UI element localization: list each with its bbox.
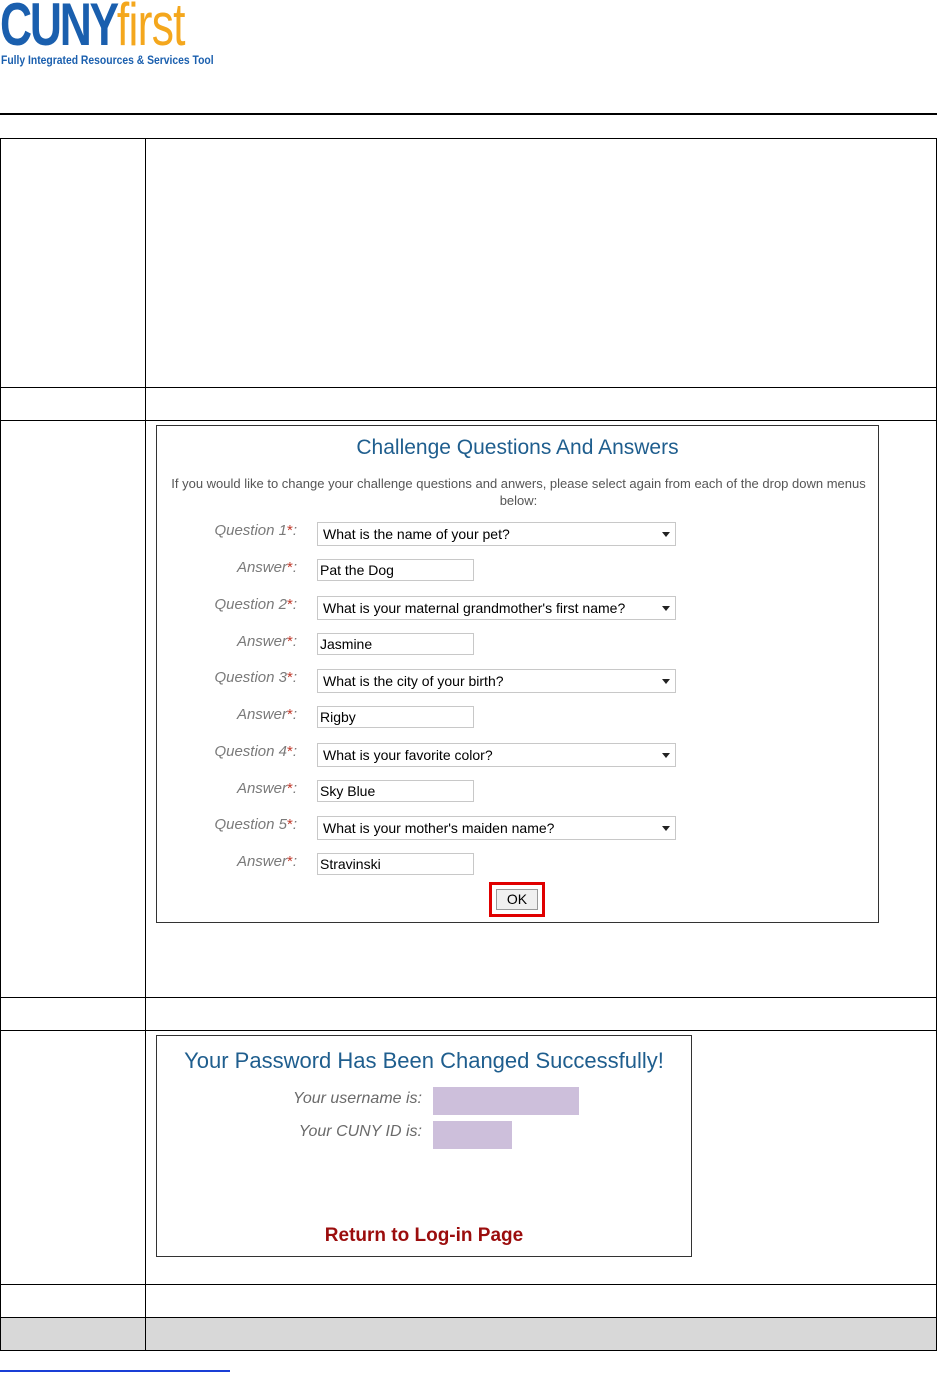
action-cell xyxy=(146,1031,937,1285)
action-cell xyxy=(146,388,937,421)
answer-1-input[interactable]: Pat the Dog xyxy=(317,559,474,581)
question-5-label: Question 5*: xyxy=(214,816,297,833)
table-row xyxy=(1,1031,937,1285)
table-row xyxy=(1,388,937,421)
step-cell xyxy=(1,998,146,1031)
challenge-title: Challenge Questions And Answers xyxy=(356,436,679,459)
logo-first-text: first xyxy=(116,0,185,58)
username-redacted xyxy=(433,1087,579,1115)
table-row xyxy=(1,1285,937,1318)
answer-3-input[interactable]: Rigby xyxy=(317,706,474,728)
action-cell xyxy=(146,998,937,1031)
question-2-select[interactable]: What is your maternal grandmother's first name? xyxy=(317,596,676,620)
question-4-label: Question 4*: xyxy=(214,743,297,760)
answer-1-label: Answer*: xyxy=(236,559,297,576)
answer-4-label: Answer*: xyxy=(236,780,297,797)
logo-wordmark xyxy=(0,0,185,56)
action-cell xyxy=(146,1285,937,1318)
action-cell xyxy=(146,139,937,388)
procedure-table xyxy=(0,138,937,1351)
ok-button-highlight xyxy=(489,882,545,917)
question-3-select[interactable]: What is the city of your birth? xyxy=(317,669,676,693)
header-divider xyxy=(0,113,937,115)
question-3-label: Question 3*: xyxy=(214,669,297,686)
answer-5-label: Answer*: xyxy=(236,853,297,870)
ok-button[interactable]: OK xyxy=(496,889,538,910)
table-row xyxy=(1,1318,937,1351)
table-row xyxy=(1,139,937,388)
answer-2-label: Answer*: xyxy=(236,633,297,650)
chevron-down-icon xyxy=(662,753,670,758)
step-cell xyxy=(1,388,146,421)
cunyfirst-logo xyxy=(0,0,240,72)
logo-cuny-text: CUNY xyxy=(0,0,117,58)
chevron-down-icon xyxy=(662,532,670,537)
step-cell xyxy=(1,421,146,998)
step-cell xyxy=(1,1318,146,1351)
logo-tagline: Fully Integrated Resources & Services Tool xyxy=(1,55,214,67)
password-changed-panel xyxy=(156,1035,692,1257)
table-row xyxy=(1,998,937,1031)
action-cell xyxy=(146,1318,937,1351)
chevron-down-icon xyxy=(662,606,670,611)
question-1-label: Question 1*: xyxy=(214,522,297,539)
chevron-down-icon xyxy=(662,826,670,831)
footer-link-underline xyxy=(0,1370,230,1372)
answer-4-input[interactable]: Sky Blue xyxy=(317,780,474,802)
table-row xyxy=(1,421,937,998)
step-cell xyxy=(1,139,146,388)
step-cell xyxy=(1,1031,146,1285)
challenge-instructions: If you would like to change your challenge questions and anwers, please select again from each of the drop down menus below: xyxy=(171,476,866,508)
question-4-select[interactable]: What is your favorite color? xyxy=(317,743,676,767)
cuny-id-redacted xyxy=(433,1121,512,1149)
question-2-label: Question 2*: xyxy=(214,596,297,613)
cuny-id-label: Your CUNY ID is: xyxy=(298,1123,422,1140)
chevron-down-icon xyxy=(662,679,670,684)
action-cell xyxy=(146,421,937,998)
username-label: Your username is: xyxy=(293,1090,422,1107)
step-cell xyxy=(1,1285,146,1318)
question-5-select[interactable]: What is your mother's maiden name? xyxy=(317,816,676,840)
password-changed-title: Your Password Has Been Changed Successfully! xyxy=(184,1048,664,1073)
return-to-login-link[interactable]: Return to Log-in Page xyxy=(324,1225,524,1246)
answer-2-input[interactable]: Jasmine xyxy=(317,633,474,655)
question-1-select[interactable]: What is the name of your pet? xyxy=(317,522,676,546)
answer-5-input[interactable]: Stravinski xyxy=(317,853,474,875)
challenge-questions-panel xyxy=(156,425,879,923)
answer-3-label: Answer*: xyxy=(236,706,297,723)
